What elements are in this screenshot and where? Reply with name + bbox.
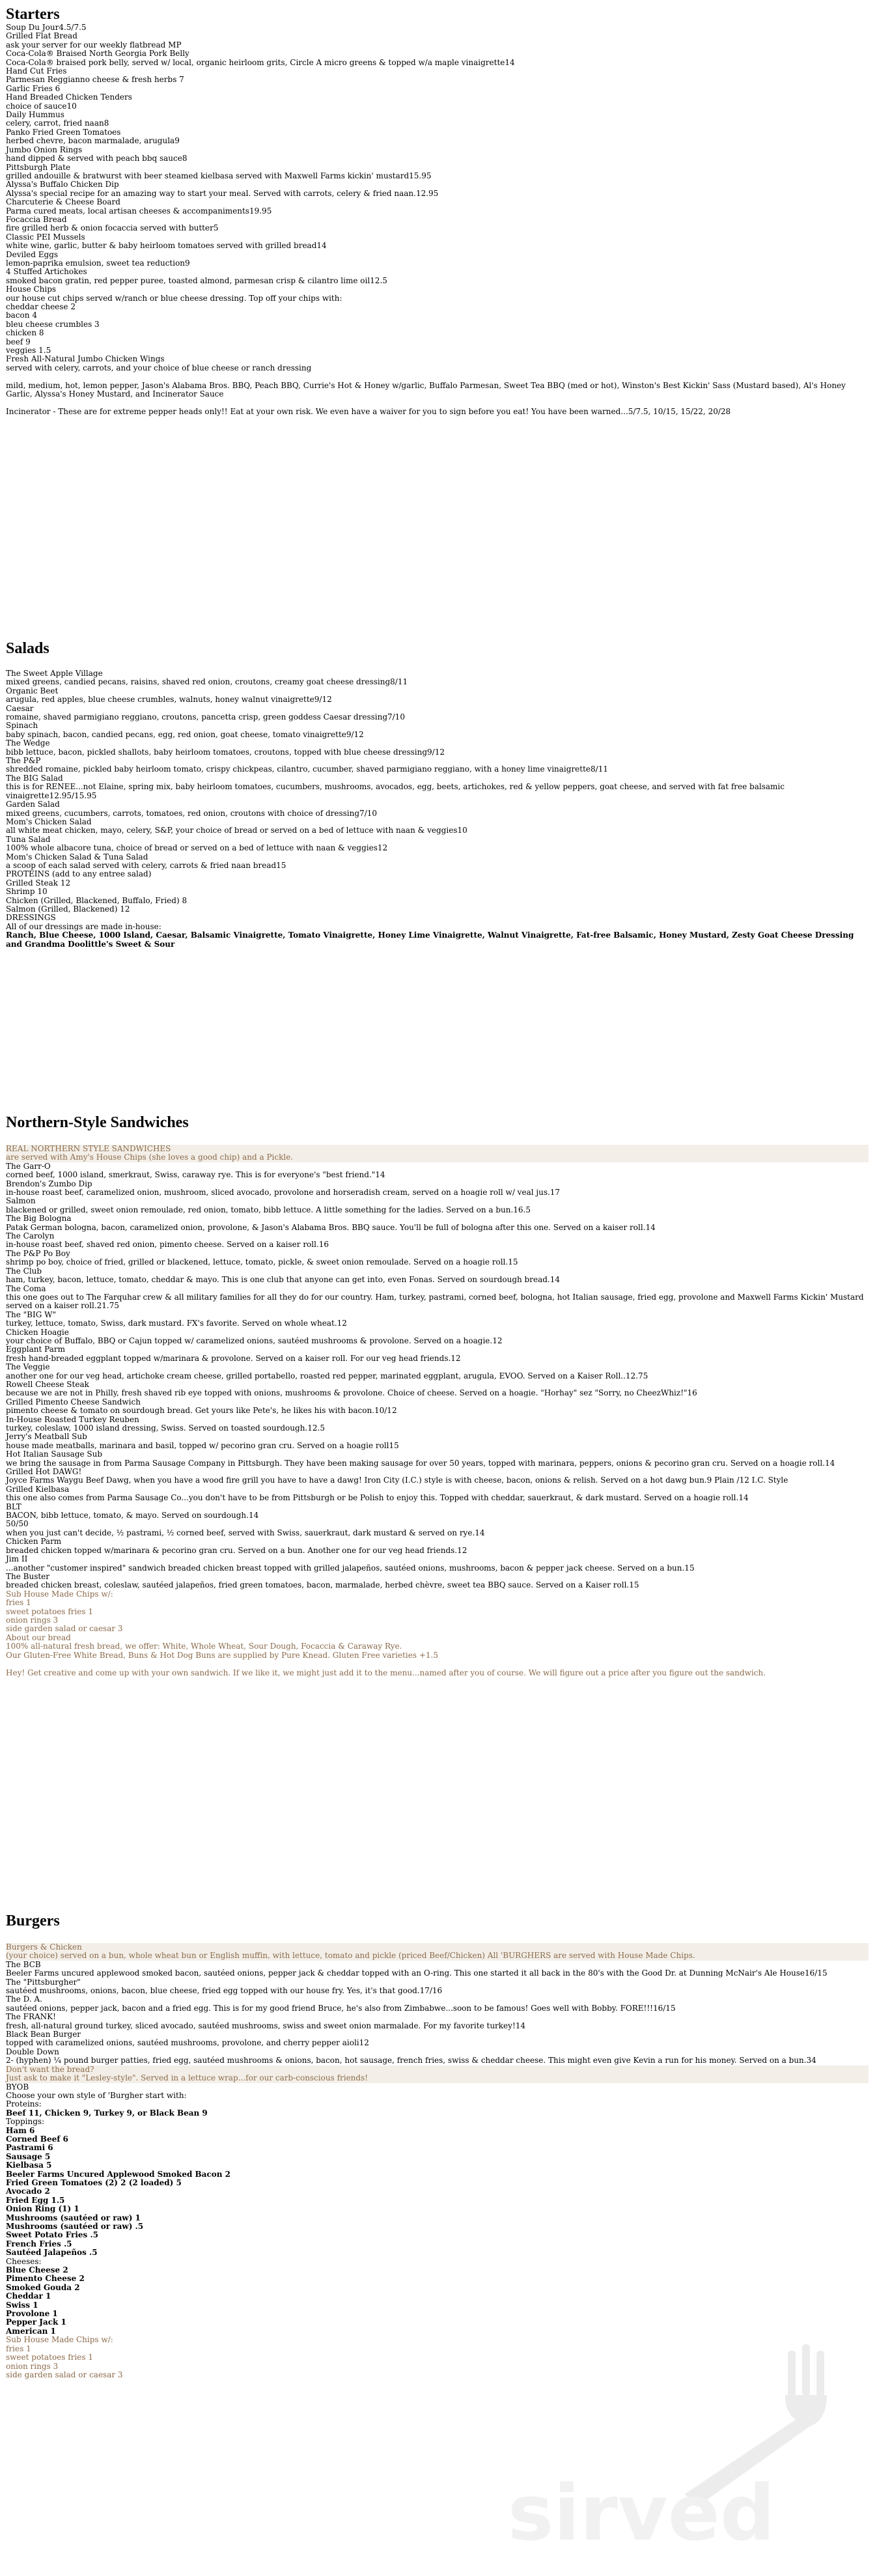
- menu-line: Cheddar 1: [6, 2291, 51, 2301]
- salads-list: [6, 669, 869, 931]
- menu-line: Pastrami 6: [6, 2143, 53, 2153]
- menu-line: Choose your own style of 'Burgher start with:: [6, 2090, 187, 2100]
- menu-line: shrimp po boy, choice of fried, grilled or blackened, lettuce, tomato, pickle, & sweet onion remoulade. Served on a hoagie roll.15: [6, 1257, 518, 1267]
- menu-line: Swiss 1: [6, 2300, 38, 2310]
- menu-line: your choice of Buffalo, BBQ or Cajun topped w/ caramelized onions, sautéed mushrooms & provolone. Served on a hoagie.12: [6, 1336, 503, 1345]
- menu-line: Fried Green Tomatoes (2) 2 (2 loaded) 5: [6, 2177, 182, 2187]
- menu-line: Grilled Kielbasa: [6, 1484, 70, 1494]
- menu-line: Salmon (Grilled, Blackened) 12: [6, 904, 130, 914]
- menu-line: Black Bean Burger: [6, 2030, 81, 2039]
- menu-line: Smoked Gouda 2: [6, 2282, 80, 2292]
- menu-line: Sausage 5: [6, 2151, 51, 2161]
- menu-line: sautéed onions, pepper jack, bacon and a fried egg. This is for my good friend Bruce, he's also from Zimbabwe...soon to be famous! Goes well with Bobby. FORE!!!16/15: [6, 2003, 676, 2013]
- cheeses-title: Cheeses:: [6, 2256, 42, 2266]
- menu-line: hand dipped & served with peach bbq sauce8: [6, 154, 188, 163]
- menu-line: sautéed mushrooms, onions, bacon, blue cheese, fried egg topped with our house fry. Yes, it's that good.17/16: [6, 1986, 443, 1996]
- menu-line: 100% whole albacore tuna, choice of bread or served on a bed of lettuce with naan & veggies12: [6, 843, 388, 853]
- salads-section: [6, 639, 869, 949]
- menu-line: Garden Salad: [6, 800, 60, 809]
- section-title: Salads: [6, 640, 49, 657]
- byob-list: [6, 2083, 869, 2109]
- bread-title: About our bread: [6, 1632, 71, 1642]
- menu-line: fries 1: [6, 1598, 31, 1608]
- menu-line: a scoop of each salad served with celery, carrots & fried naan bread15: [6, 860, 286, 870]
- menu-line: Chicken Parm: [6, 1537, 62, 1547]
- menu-line: herbed chevre, bacon marmalade, arugula9: [6, 136, 180, 146]
- menu-line: Sautéed Jalapeños .5: [6, 2248, 98, 2258]
- menu-line: Grilled Hot DAWG!: [6, 1467, 82, 1477]
- sides-title: Sub House Made Chips w/:: [6, 1589, 113, 1599]
- menu-line: cheddar cheese 2: [6, 302, 76, 311]
- menu-line: The Wedge: [6, 738, 50, 748]
- menu-line: Double Down: [6, 2047, 59, 2056]
- menu-line: grilled andouille & bratwurst with beer steamed kielbasa served with Maxwell Farms kickin' mustard15.95: [6, 171, 432, 180]
- menu-line: Focaccia Bread: [6, 214, 67, 224]
- logo-text: sirved: [508, 2468, 775, 2558]
- menu-line: because we are not in Philly, fresh shaved rib eye topped with onions, mushrooms & provolone. Choice of cheese. Served on a hoagie. "Horhay" sez "Sorry, no CheezWhiz!"16: [6, 1388, 697, 1398]
- bread-band: [6, 2065, 869, 2083]
- menu-line: Tuna Salad: [6, 834, 51, 844]
- menu-line: onion rings 3: [6, 2361, 59, 2371]
- menu-line: Parmesan Reggianno cheese & fresh herbs 7: [6, 75, 184, 85]
- menu-line: Garlic Fries 6: [6, 83, 61, 93]
- menu-line: Rowell Cheese Steak: [6, 1379, 89, 1389]
- menu-line: The Coma: [6, 1283, 46, 1293]
- menu-line: Mushrooms (sautéed or raw) .5: [6, 2222, 144, 2231]
- menu-line: in-house roast beef, caramelized onion, mushroom, sliced avocado, provolone and horseradish cream, served on a hoagie roll w/ veal jus.17: [6, 1188, 561, 1197]
- section-title: Burgers: [6, 1912, 60, 1929]
- menu-line: Eggplant Parm: [6, 1345, 65, 1354]
- menu-line: Shrimp 10: [6, 887, 48, 897]
- menu-line: blackened or grilled, sweet onion remoulade, red onion, tomato, bibb lettuce. A little something for the ladies. Served on a bun.16.5: [6, 1205, 531, 1214]
- menu-line: Grilled Pimento Cheese Sandwich: [6, 1397, 141, 1407]
- menu-line: Incinerator - These are for extreme pepper heads only!! Eat at your own risk. We even have a waiver for you to sign before you eat! You have been warned...5/7.5, 10/15, 15/22, 20/28: [6, 406, 731, 416]
- menu-line: fries 1: [6, 2344, 31, 2353]
- menu-line: House Chips: [6, 285, 57, 294]
- menu-line: corned beef, 1000 island, smerkraut, Swiss, caraway rye. This is for everyone's "best friend."14: [6, 1170, 385, 1180]
- menu-line: The BCB: [6, 1959, 41, 1969]
- menu-line: 2- (hyphen) ¼ pound burger patties, fried egg, sautéed mushrooms & onions, bacon, hot sausage, french fries, swiss & cheddar cheese. This might even give Kevin a run for his money. Served on a bun.34: [6, 2056, 816, 2065]
- menu-line: Our Gluten-Free White Bread, Buns & Hot Dog Buns are supplied by Pure Knead. Gluten Free varieties +1.5: [6, 1650, 438, 1660]
- menu-line: Caesar: [6, 703, 34, 713]
- menu-line: Mushrooms (sautéed or raw) 1: [6, 2213, 141, 2222]
- menu-line: choice of sauce10: [6, 101, 77, 111]
- menu-line: mild, medium, hot, lemon pepper, Jason's Alabama Bros. BBQ, Peach BBQ, Currie's Hot & Honey w/garlic, Buffalo Parmesan, Sweet Tea BBQ (med or hot), Winston's Best Kickin' Sass (Mustard based), Al's Honey Garlic, Alyssa's Honey Mustard, and Incinerator Sauce: [6, 380, 846, 399]
- menu-line: Beeler Farms uncured applewood smoked bacon, sautéed onions, pepper jack & cheddar topped with an O-ring. This one started it all back in the 80's with the Good Dr. at Dunning McNair's Ale House16/15: [6, 1968, 828, 1978]
- menu-line: Parma cured meats, local artisan cheeses & accompaniments19.95: [6, 206, 272, 216]
- menu-line: Daily Hummus: [6, 110, 64, 120]
- menu-line: Brendon's Zumbo Dip: [6, 1179, 92, 1188]
- menu-line: Alyssa's Buffalo Chicken Dip: [6, 180, 119, 189]
- toppings-list: [6, 2127, 869, 2258]
- menu-line: Coca-Cola® braised pork belly, served w/ local, organic heirloom grits, Circle A micro greens & topped w/a maple vinaigrette14: [6, 57, 515, 67]
- menu-line: bibb lettuce, bacon, pickled shallots, baby heirloom tomatoes, croutons, topped with blue cheese dressing9/12: [6, 747, 445, 757]
- menu-line: Charcuterie & Cheese Board: [6, 197, 120, 207]
- menu-line: Avocado 2: [6, 2187, 50, 2196]
- menu-line: 100% all-natural fresh bread, we offer: White, Whole Wheat, Sour Dough, Focaccia & Caraway Rye.: [6, 1642, 402, 1651]
- menu-line: Fried Egg 1.5: [6, 2195, 65, 2205]
- menu-line: Pimento Cheese 2: [6, 2274, 85, 2284]
- menu-line: Beeler Farms Uncured Applewood Smoked Bacon 2: [6, 2169, 230, 2179]
- menu-line: Soup Du Jour4.5/7.5: [6, 23, 87, 32]
- sandwich-band: [6, 1145, 869, 1162]
- menu-line: fresh hand-breaded eggplant topped w/marinara & provolone. Served on a kaiser roll. For our veg head friends.12: [6, 1353, 461, 1363]
- menu-line: Jerry's Meatball Sub: [6, 1432, 87, 1442]
- menu-line: Corned Beef 6: [6, 2134, 68, 2144]
- menu-line: sweet potatoes fries 1: [6, 2353, 93, 2362]
- menu-line: Fresh All-Natural Jumbo Chicken Wings: [6, 354, 165, 364]
- menu-line: Chicken Hoagie: [6, 1327, 69, 1337]
- sandwiches-section: [6, 1113, 869, 1677]
- menu-line: celery, carrot, fried naan8: [6, 119, 109, 128]
- menu-line: Classic PEI Mussels: [6, 232, 85, 242]
- menu-line: Jim II: [6, 1554, 28, 1564]
- menu-line: Patak German bologna, bacon, caramelized onion, provolone, & Jason's Alabama Bros. BBQ sauce. You'll be full of bologna after this one. Served on a kaiser roll.14: [6, 1222, 656, 1232]
- menu-line: BYOB: [6, 2082, 29, 2092]
- menu-line: The Veggie: [6, 1362, 50, 1372]
- menu-line: veggies 1.5: [6, 346, 51, 356]
- menu-line: ...another "customer inspired" sandwich breaded chicken breast topped with grilled jalapeños, sautéed onions, mushrooms, bacon & pepper jack cheese. Served on a bun.15: [6, 1563, 695, 1573]
- menu-line: served with celery, carrots, and your choice of blue cheese or ranch dressing: [6, 363, 312, 372]
- menu-line: 4 Stuffed Artichokes: [6, 267, 87, 277]
- menu-line: shredded romaine, pickled baby heirloom tomato, crispy chickpeas, cilantro, cucumber, shaved parmigiano reggiano, with a honey lime vinaigrette8/11: [6, 764, 608, 774]
- menu-line: Organic Beet: [6, 686, 59, 695]
- menu-line: sweet potatoes fries 1: [6, 1606, 93, 1616]
- menu-line: ham, turkey, bacon, lettuce, tomato, cheddar & mayo. This is one club that anyone can get into, even Fonas. Served on sourdough bread.14: [6, 1275, 560, 1285]
- cheeses-list: [6, 2266, 869, 2336]
- toppings-title: Toppings:: [6, 2117, 45, 2127]
- menu-line: Pittsburgh Plate: [6, 162, 71, 172]
- sirved-logo: [501, 2344, 866, 2559]
- menu-line: Spinach: [6, 721, 38, 731]
- menu-line: another one for our veg head, artichoke cream cheese, grilled portabello, roasted red pepper, marinated eggplant, arugula, EVOO. Served on a Kaiser Roll..12.75: [6, 1371, 648, 1380]
- menu-line: Sweet Potato Fries .5: [6, 2230, 99, 2240]
- menu-line: all white meat chicken, mayo, celery, S&P, your choice of bread or served on a bed of lettuce with naan & veggies10: [6, 826, 467, 835]
- sides-title: Sub House Made Chips w/:: [6, 2335, 113, 2345]
- menu-line: Proteins:: [6, 2099, 42, 2109]
- menu-line: The Garr-O: [6, 1161, 51, 1171]
- menu-line: Salmon: [6, 1196, 36, 1206]
- menu-line: turkey, coleslaw, 1000 island dressing, Swiss. Served on toasted sourdough.12.5: [6, 1423, 325, 1433]
- menu-line: The "Pittsburgher": [6, 1977, 81, 1987]
- menu-line: when you just can't decide, ½ pastrami, ½ corned beef, served with Swiss, sauerkraut, dark mustard & served on rye.14: [6, 1528, 485, 1537]
- menu-line: in-house roast beef, shaved red onion, pimento cheese. Served on a kaiser roll.16: [6, 1240, 329, 1250]
- menu-line: side garden salad or caesar 3: [6, 2370, 123, 2379]
- menu-line: bleu cheese crumbles 3: [6, 319, 100, 329]
- create-note: Hey! Get creative and come up with your own sandwich. If we like it, we might just add it to the menu...named after you of course. We will figure out a price after you figure out the sandwich.: [6, 1668, 766, 1677]
- menu-line: Alyssa's special recipe for an amazing way to start your meal. Served with carrots, celery & fried naan.12.95: [6, 188, 439, 198]
- menu-line: Grilled Steak 12: [6, 878, 71, 888]
- menu-line: beef 9: [6, 337, 31, 346]
- menu-line: Mom's Chicken Salad & Tuna Salad: [6, 852, 148, 861]
- band-title: Burgers & Chicken: [6, 1942, 82, 1952]
- band-text: (your choice) served on a bun, whole wheat bun or English muffin, with lettuce, tomato and pickle (priced Beef/Chicken) All 'BURGHERS are served with House Made Chips.: [6, 1951, 695, 1961]
- band-text: are served with Amy's House Chips (she loves a good chip) and a Pickle.: [6, 1153, 294, 1162]
- menu-line: romaine, shaved parmigiano reggiano, croutons, pancetta crisp, green goddess Caesar dressing7/10: [6, 712, 405, 722]
- section-title: Starters: [6, 6, 60, 23]
- menu-line: arugula, red apples, blue cheese crumbles, walnuts, honey walnut vinaigrette9/12: [6, 695, 332, 705]
- menu-line: Panko Fried Green Tomatoes: [6, 127, 121, 137]
- dressings-list: Ranch, Blue Cheese, 1000 Island, Caesar, Balsamic Vinaigrette, Tomato Vinaigrette, Honey Lime Vinaigrette, Walnut Vinaigrette, Fat-free Balsamic, Honey Mustard, Zesty Goat Cheese Dressing and Grandma Doolittle's Sweet & Sour: [6, 931, 854, 949]
- menu-line: this one goes out to The Farquhar crew & all military families for all they do for our country. Ham, turkey, pastrami, corned beef, bologna, hot Italian sausage, fried egg, provolone and Maxwell Farms Kickin' Mustard served on a kaiser roll.21.75: [6, 1292, 864, 1311]
- menu-line: BLT: [6, 1502, 21, 1511]
- menu-line: side garden salad or caesar 3: [6, 1624, 123, 1634]
- menu-line: Hand Cut Fries: [6, 66, 67, 76]
- menu-line: topped with caramelized onions, sautéed mushrooms, provolone, and cherry pepper aioli12: [6, 2038, 369, 2048]
- menu-line: The BIG Salad: [6, 773, 63, 783]
- menu-line: white wine, garlic, butter & baby heirloom tomatoes served with grilled bread14: [6, 241, 327, 251]
- starters-list: [6, 23, 869, 416]
- burger-band: [6, 1943, 869, 1961]
- menu-line: All of our dressings are made in-house:: [6, 921, 161, 931]
- menu-line: Ham 6: [6, 2125, 35, 2135]
- menu-line: The P&P Po Boy: [6, 1248, 70, 1258]
- menu-line: Hot Italian Sausage Sub: [6, 1449, 103, 1459]
- proteins-line: Beef 11, Chicken 9, Turkey 9, or Black Bean 9: [6, 2108, 208, 2118]
- menu-line: we bring the sausage in from Parma Sausage Company in Pittsburgh. They have been making sausage for over 50 years, topped with marinara, peppers, onions & pecorino gran cru. Served on a hoagie roll.14: [6, 1458, 835, 1468]
- menu-line: Onion Ring (1) 1: [6, 2204, 79, 2214]
- fork-icon: [501, 2344, 866, 2559]
- menu-line: Pepper Jack 1: [6, 2317, 66, 2327]
- menu-line: fresh, all-natural ground turkey, sliced avocado, sautéed mushrooms, swiss and sweet onion marmalade. For my favorite turkey!14: [6, 2021, 526, 2030]
- menu-line: The "BIG W": [6, 1309, 56, 1319]
- menu-line: this one also comes from Parma Sausage Co...you don't have to be from Pittsburgh or be Polish to enjoy this. Topped with cheddar, sauerkraut, & dark mustard. Served on a hoagie roll.14: [6, 1493, 749, 1503]
- menu-line: chicken 8: [6, 328, 44, 338]
- burgers-section: [6, 1912, 869, 2379]
- menu-line: breaded chicken topped w/marinara & pecorino gran cru. Served on a bun. Another one for our veg head friends.12: [6, 1545, 467, 1555]
- band-title: REAL NORTHERN STYLE SANDWICHES: [6, 1144, 171, 1153]
- menu-line: mixed greens, candied pecans, raisins, shaved red onion, croutons, creamy goat cheese dressing8/11: [6, 677, 408, 687]
- band-text: Just ask to make it "Lesley-style". Served in a lettuce wrap...for our carb-conscious friends!: [6, 2073, 369, 2083]
- menu-line: The D. A.: [6, 1995, 42, 2004]
- bread-list: [6, 1642, 869, 1660]
- menu-line: Coca-Cola® Braised North Georgia Pork Belly: [6, 49, 189, 59]
- menu-line: breaded chicken breast, coleslaw, sautéed jalapeños, fried green tomatoes, bacon, marmalade, herbed chèvre, sweet tea BBQ sauce. Served on a Kaiser roll.15: [6, 1580, 639, 1590]
- menu-line: The Sweet Apple Village: [6, 669, 103, 678]
- menu-line: turkey, lettuce, tomato, Swiss, dark mustard. FX's favorite. Served on whole wheat.12: [6, 1319, 347, 1328]
- menu-line: Deviled Eggs: [6, 249, 59, 259]
- menu-line: our house cut chips served w/ranch or blue cheese dressing. Top off your chips with:: [6, 293, 342, 303]
- menu-line: bacon 4: [6, 311, 37, 320]
- menu-line: American 1: [6, 2326, 56, 2336]
- menu-line: In-House Roasted Turkey Reuben: [6, 1414, 139, 1424]
- menu-line: fire grilled herb & onion focaccia served with butter5: [6, 223, 219, 233]
- burger-list: [6, 1961, 869, 2065]
- starters-section: [6, 5, 869, 416]
- menu-line: baby spinach, bacon, candied pecans, egg, red onion, goat cheese, tomato vinaigrette9/12: [6, 729, 364, 739]
- menu-line: PROTEINS (add to any entree salad): [6, 869, 152, 879]
- sandwich-list: [6, 1162, 869, 1590]
- menu-line: lemon-paprika emulsion, sweet tea reduction9: [6, 258, 190, 268]
- menu-line: ask your server for our weekly flatbread MP: [6, 40, 182, 49]
- menu-line: Joyce Farms Waygu Beef Dawg, when you have a wood fire grill you have to have a dawg! Iron City (I.C.) style is with cheese, bacon, onions & relish. Served on a hot dawg bun.9 Plain /12 I.C. Style: [6, 1476, 788, 1485]
- menu-line: [6, 399, 869, 407]
- section-title: Northern-Style Sandwiches: [6, 1114, 189, 1131]
- menu-line: smoked bacon gratin, red pepper puree, toasted almond, parmesan crisp & cilantro lime oil12.5: [6, 275, 387, 285]
- menu-line: [6, 372, 869, 381]
- menu-line: house made meatballs, marinara and basil, topped w/ pecorino gran cru. Served on a hoagie roll15: [6, 1440, 399, 1450]
- menu-line: Hand Breaded Chicken Tenders: [6, 92, 132, 102]
- menu-line: Blue Cheese 2: [6, 2265, 68, 2275]
- menu-line: Provolone 1: [6, 2309, 58, 2319]
- menu-line: The FRANK!: [6, 2012, 56, 2022]
- menu-line: The Buster: [6, 1571, 50, 1581]
- sides-list: [6, 1599, 869, 1634]
- menu-line: The P&P: [6, 756, 41, 766]
- menu-line: mixed greens, cucumbers, carrots, tomatoes, red onion, croutons with choice of dressing7/10: [6, 808, 377, 818]
- menu-line: The Club: [6, 1266, 42, 1276]
- menu-line: BACON, bibb lettuce, tomato, & mayo. Served on sourdough.14: [6, 1511, 259, 1520]
- menu-line: The Big Bologna: [6, 1214, 72, 1224]
- menu-line: The Carolyn: [6, 1231, 55, 1241]
- band-title: Don't want the bread?: [6, 2064, 94, 2074]
- menu-line: Kielbasa 5: [6, 2161, 52, 2170]
- menu-line: pimento cheese & tomato on sourdough bread. Get yours like Pete's, he likes his with bacon.10/12: [6, 1406, 397, 1416]
- menu-line: DRESSINGS: [6, 913, 56, 923]
- menu-line: Chicken (Grilled, Blackened, Buffalo, Fried) 8: [6, 895, 188, 905]
- menu-line: this is for RENEE...not Elaine, spring mix, baby heirloom tomatoes, cucumbers, mushrooms, avocados, egg, beets, artichokes, red & yellow peppers, goat cheese, and served with fat free balsamic vinaigrette12.95/15.95: [6, 782, 785, 800]
- menu-line: Jumbo Onion Rings: [6, 145, 83, 154]
- menu-line: Grilled Flat Bread: [6, 31, 77, 41]
- menu-line: onion rings 3: [6, 1615, 59, 1625]
- menu-line: Mom's Chicken Salad: [6, 817, 92, 826]
- menu-line: 50/50: [6, 1519, 29, 1529]
- menu-line: French Fries .5: [6, 2239, 72, 2248]
